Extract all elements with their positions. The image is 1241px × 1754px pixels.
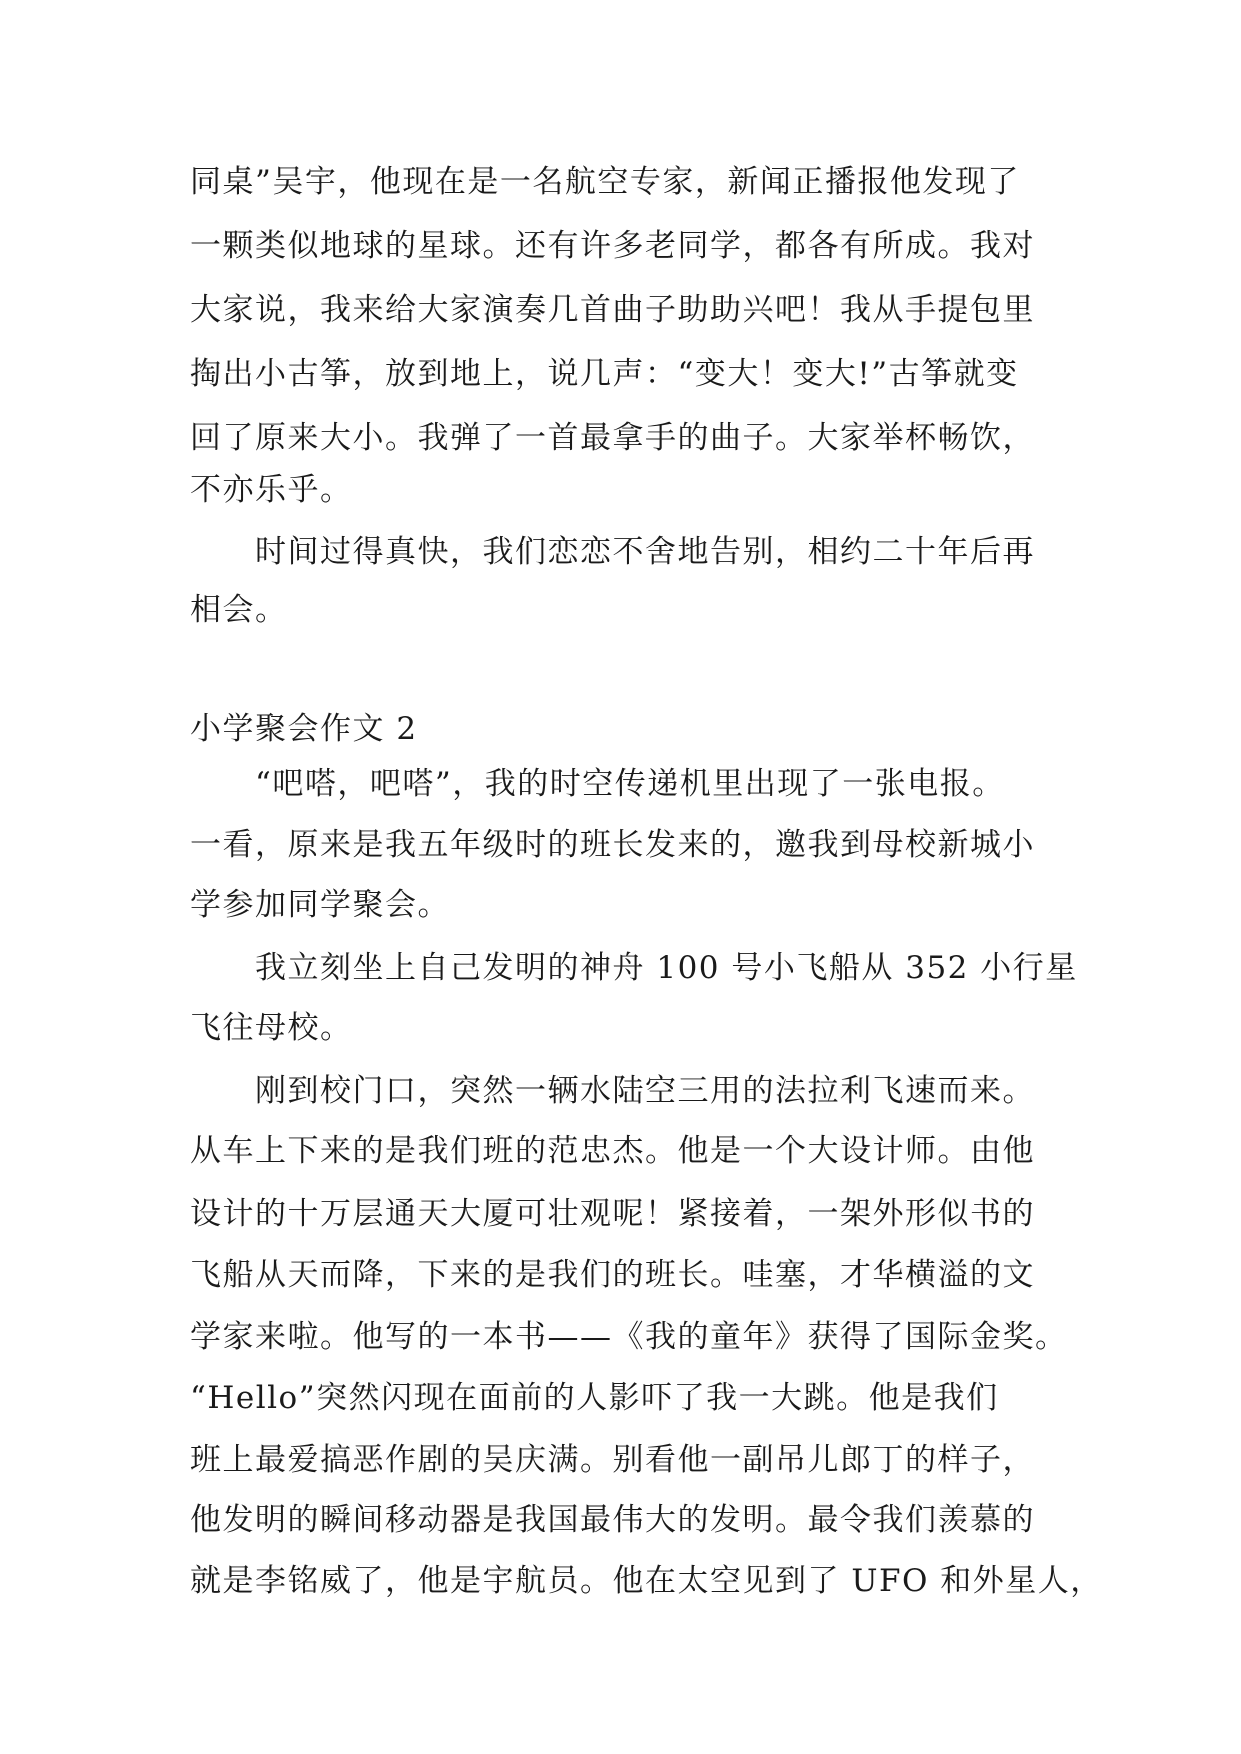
text-line: 同桌”吴宇，他现在是一名航空专家，新闻正播报他发现了 [190, 164, 1020, 200]
text-line: 从车上下来的是我们班的范忠杰。他是一个大设计师。由他 [190, 1133, 1035, 1169]
text-line: 他发明的瞬间移动器是我国最伟大的发明。最令我们羡慕的 [190, 1502, 1035, 1538]
text-line: 刚到校门口，突然一辆水陆空三用的法拉利飞速而来。 [190, 1073, 1035, 1109]
text-line: 相会。 [190, 592, 288, 628]
text-line: 不亦乐乎。 [190, 472, 353, 508]
text-line: 回了原来大小。我弹了一首最拿手的曲子。大家举杯畅饮， [190, 420, 1035, 456]
text-line: 学家来啦。他写的一本书——《我的童年》获得了国际金奖。 [190, 1319, 1068, 1355]
text-line: 大家说，我来给大家演奏几首曲子助助兴吧！我从手提包里 [190, 292, 1035, 328]
text-line: 一颗类似地球的星球。还有许多老同学，都各有所成。我对 [190, 228, 1035, 264]
text-line: 一看，原来是我五年级时的班长发来的，邀我到母校新城小 [190, 827, 1035, 863]
text-line: 时间过得真快，我们恋恋不舍地告别，相约二十年后再 [190, 534, 1035, 570]
text-line: 飞往母校。 [190, 1010, 353, 1046]
text-line: 设计的十万层通天大厦可壮观呢！紧接着，一架外形似书的 [190, 1196, 1035, 1232]
text-line: 班上最爱搞恶作剧的吴庆满。别看他一副吊儿郎丁的样子， [190, 1442, 1035, 1478]
text-line: 飞船从天而降，下来的是我们的班长。哇塞，才华横溢的文 [190, 1257, 1035, 1293]
text-line: 就是李铭威了，他是宇航员。他在太空见到了 UFO 和外星人， [190, 1563, 1103, 1599]
text-line: 我立刻坐上自己发明的神舟 100 号小飞船从 352 小行星 [190, 950, 1078, 986]
text-line: “吧嗒，吧嗒”，我的时空传递机里出现了一张电报。 [190, 766, 1005, 802]
section-heading: 小学聚会作文 2 [190, 711, 418, 747]
text-line: 学参加同学聚会。 [190, 887, 450, 923]
text-line: “Hello”突然闪现在面前的人影吓了我一大跳。他是我们 [190, 1380, 999, 1416]
text-line: 掏出小古筝，放到地上，说几声：“变大！变大!”古筝就变 [190, 356, 1019, 392]
